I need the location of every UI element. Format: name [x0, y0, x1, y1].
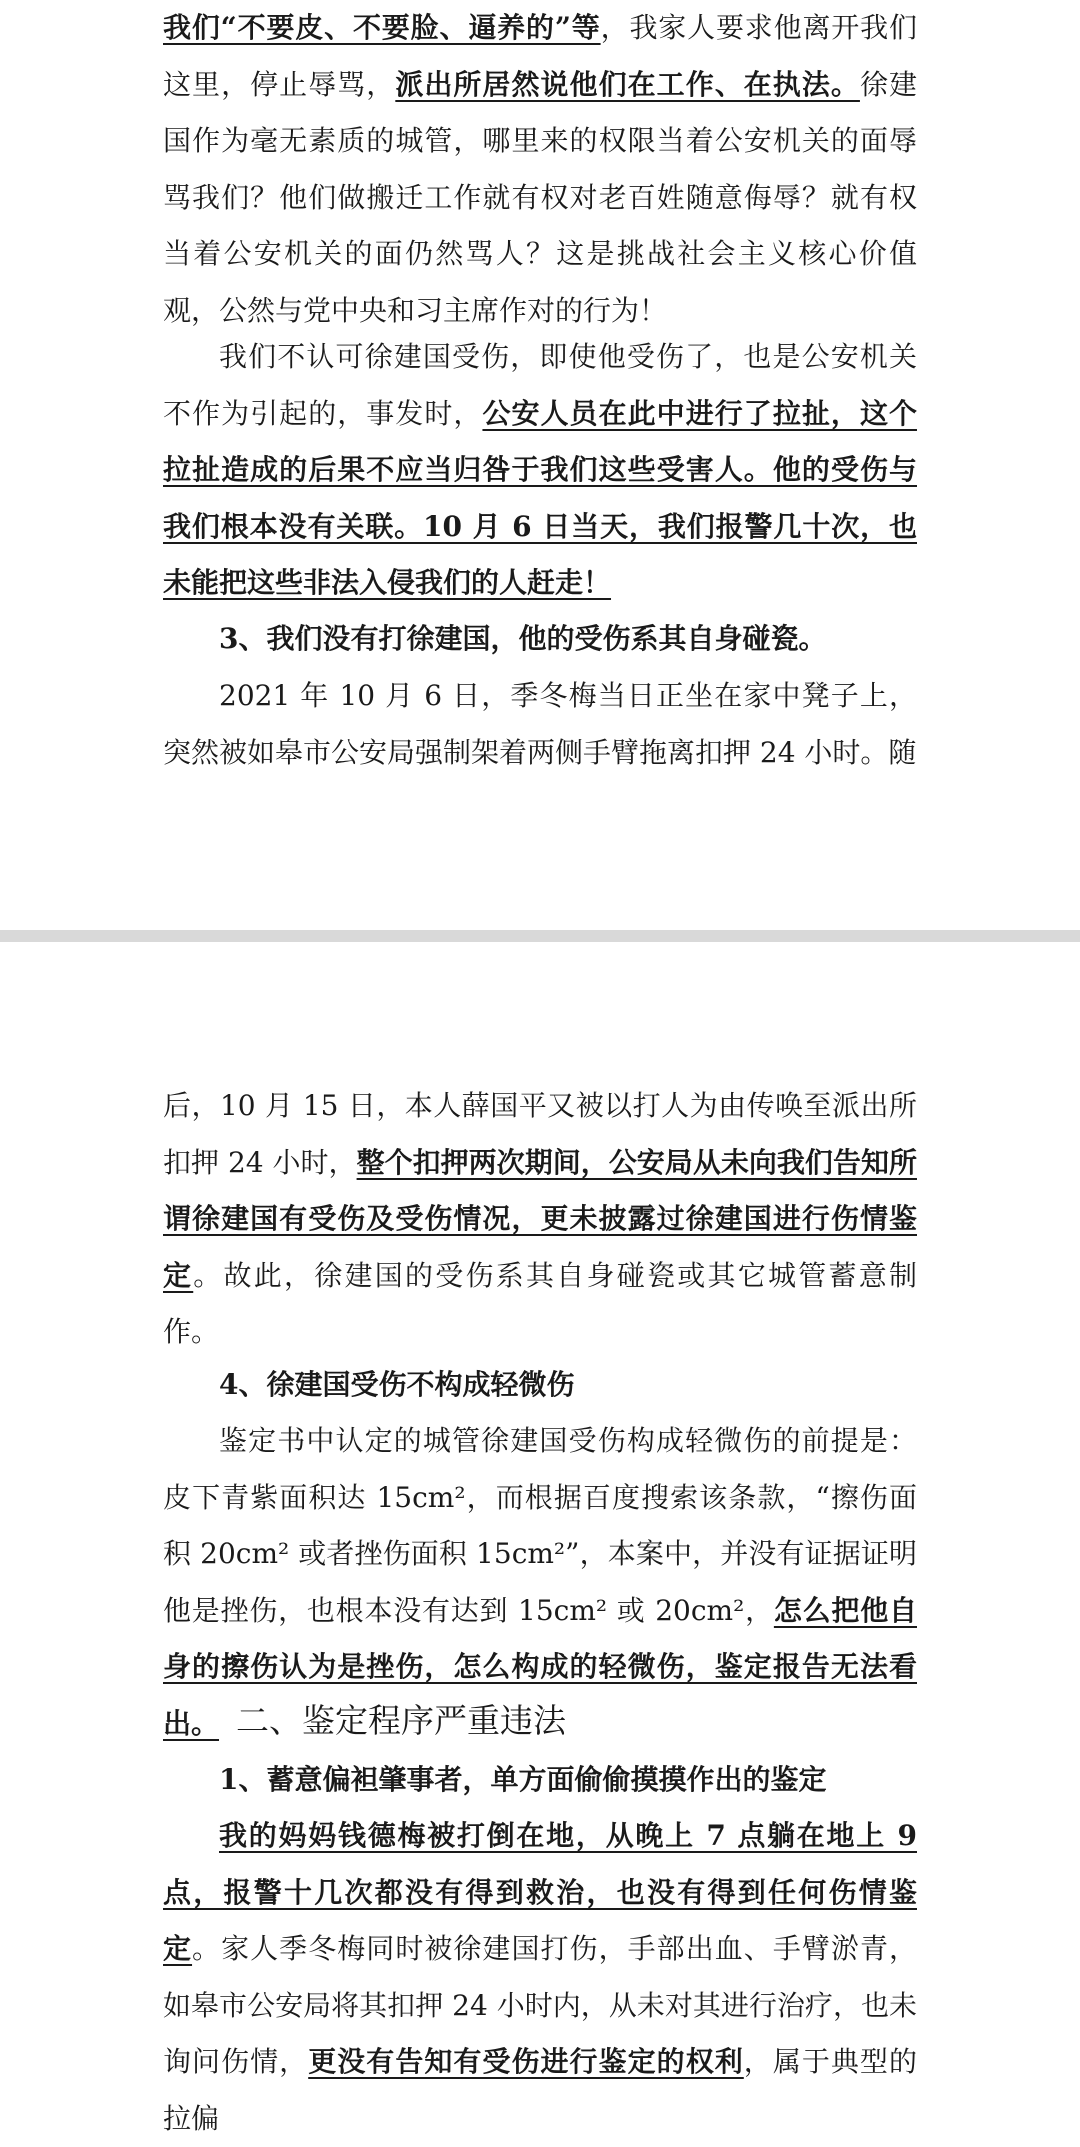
police-claim: 派出所居然说他们在工作、在执法。: [395, 67, 860, 101]
paragraph-text: 徐建国作为毫无素质的城管，哪里来的权限当着公安机关的面辱骂我们？他们做搬迁工作就有权对老百姓随意侮辱？就有权当着公安机关的面仍然骂人？这是挑战社会主义核心价值观，公然与党中央和习主席作对的行为！: [163, 67, 917, 327]
section-title: 二、鉴定程序严重违法: [236, 1701, 566, 1740]
paragraph-procedure: [163, 1808, 917, 2147]
heading-5: 1、蓄意偏袒肇事者，单方面偷偷摸摸作出的鉴定: [219, 1763, 827, 1796]
paragraph-text: 我们不认可徐建国受伤，即使他受伤了，也是公安机关不作为引起的，事发时，: [163, 340, 917, 430]
paragraph-text: ，我家人要求他离开我们这里，停止辱骂，: [163, 11, 917, 101]
paragraph-text: 。家人季冬梅同时被徐建国打伤，手部出血、手臂淤青，如皋市公安局将其扣押 24 小时内，从未对其进行治疗，也未询问伤情，: [163, 1932, 917, 2078]
paragraph-continuation: [163, 1078, 917, 1361]
paragraph-text: ，属于典型的拉偏: [163, 2045, 917, 2135]
heading-4: 4、徐建国受伤不构成轻微伤: [219, 1368, 575, 1401]
insult-quote: 我们“不要皮、不要脸、逼养的”等: [163, 11, 601, 44]
paragraph-text: 鉴定书中认定的城管徐建国受伤构成轻微伤的前提是：皮下青紫面积达 15cm²，而根据百度搜索该条款，“擦伤面积 20cm² 或者挫伤面积 15cm²”，本案中，并没有证据证明他是挫伤，也根本没有达到 15cm² 或 20cm²，: [163, 1424, 917, 1627]
page-separator: [0, 930, 1080, 942]
paragraph-text: 。故此，徐建国的受伤系其自身碰瓷或其它城管蓄意制作。: [163, 1258, 917, 1348]
paragraph-insults: [163, 0, 917, 339]
paragraph-injury-dispute: [163, 329, 917, 612]
paragraph-detention: 2021 年 10 月 6 日，季冬梅当日正坐在家中凳子上，突然被如皋市公安局强制架着两侧手臂拖离扣押 24 小时。随: [163, 679, 917, 769]
emphasis-text: 更没有告知有受伤进行鉴定的权利: [308, 2045, 744, 2078]
emphasis-text: 整个扣押两次期间，公安局从未向我们告知所谓徐建国有受伤及受伤情况，更未披露过徐建国进行伤情鉴定: [163, 1145, 917, 1292]
emphasis-text: 我的妈妈钱德梅被打倒在地，从晚上 7 点躺在地上 9 点，报警十几次都没有得到救治，也没有得到任何伤情鉴定: [163, 1819, 917, 1965]
heading-3: 3、我们没有打徐建国，他的受伤系其自身碰瓷。: [219, 622, 827, 655]
paragraph-text: 后，10 月 15 日，本人薛国平又被以打人为由传唤至派出所扣押 24 小时，: [163, 1089, 917, 1179]
emphasis-text: 公安人员在此中进行了拉扯，这个拉扯造成的后果不应当归咎于我们这些受害人。他的受伤与我们根本没有关联。10 月 6 日当天，我们报警几十次，也未能把这些非法入侵我们的人赶走！: [163, 396, 917, 599]
emphasis-text: 怎么把他自身的擦伤认为是挫伤，怎么构成的轻微伤，鉴定报告无法看出。: [163, 1593, 917, 1740]
